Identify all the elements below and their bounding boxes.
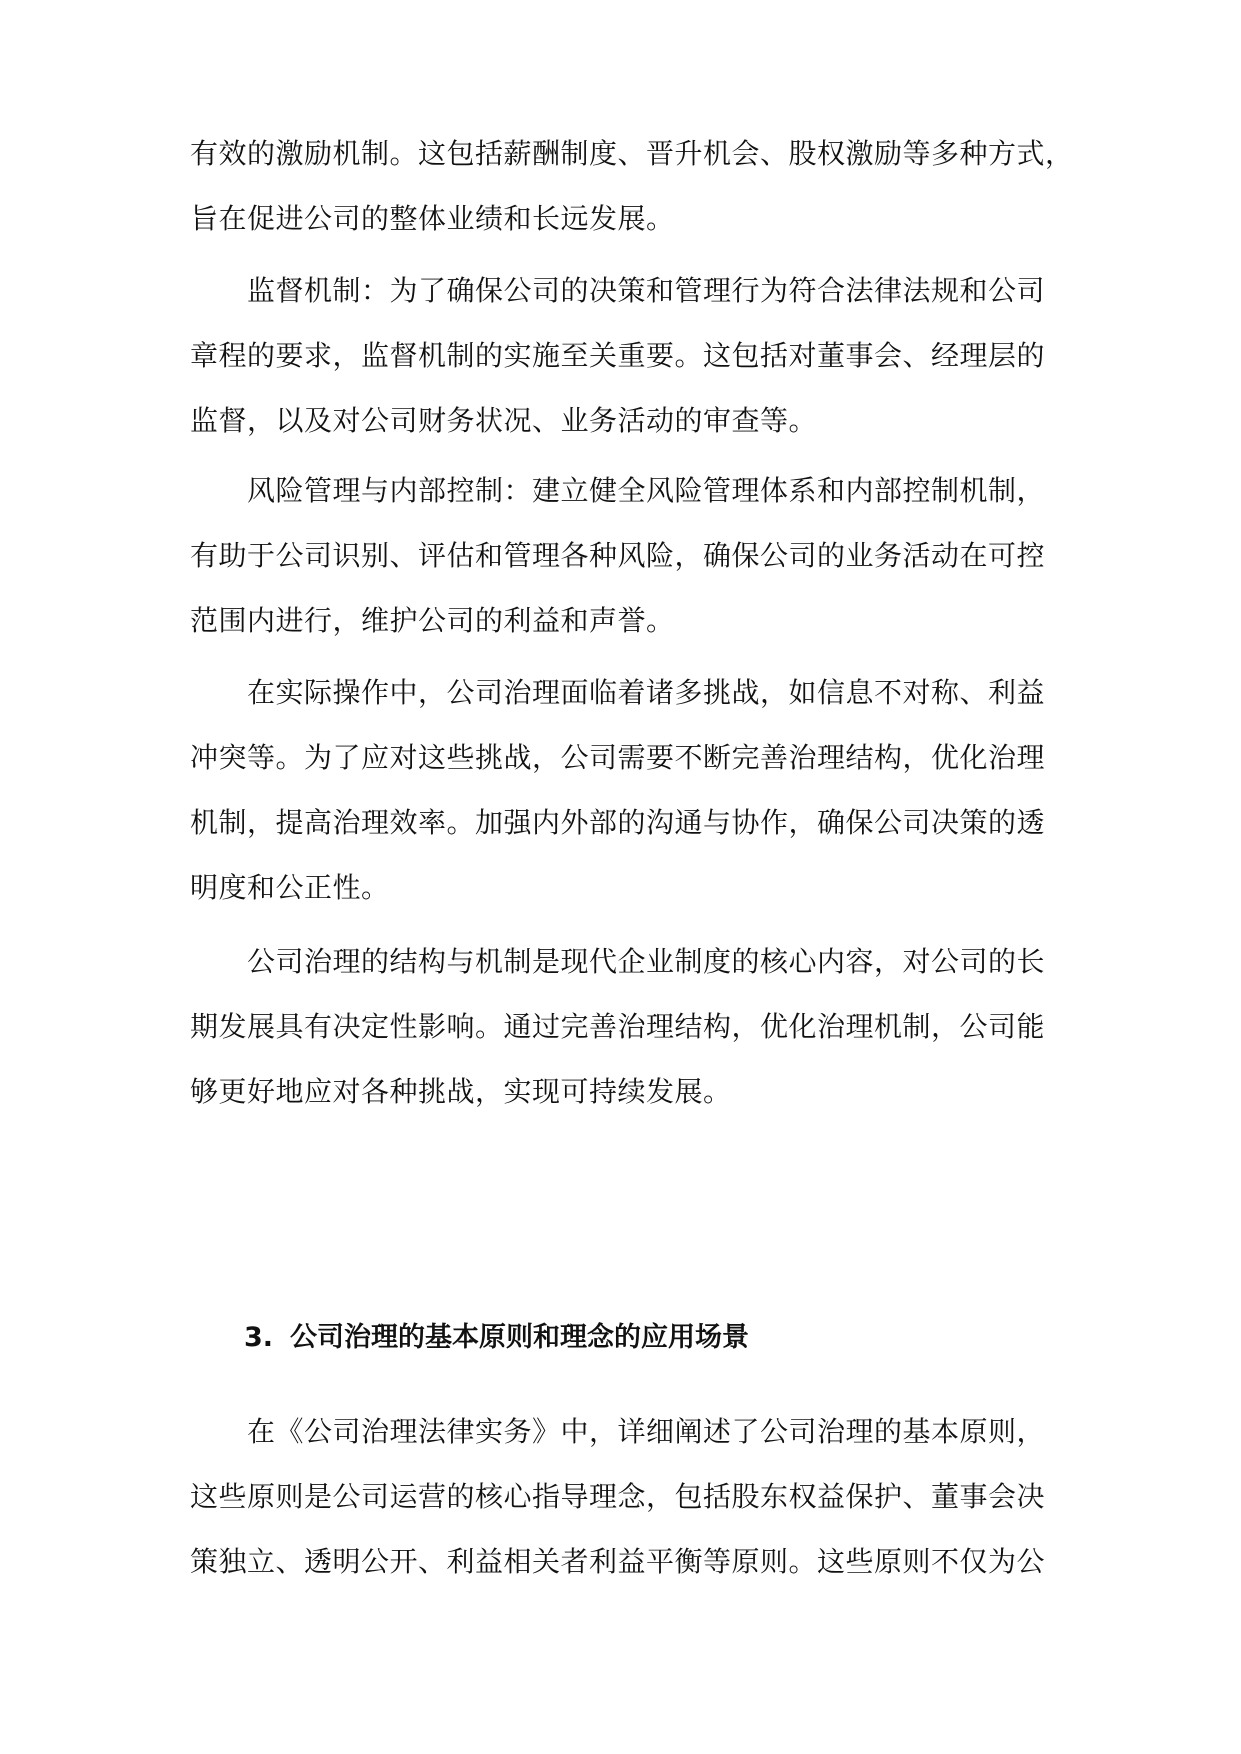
section-title: 公司治理的基本原则和理念的应用场景 (290, 1322, 749, 1353)
text-line: 有助于公司识别、评估和管理各种风险，确保公司的业务活动在可控 (190, 539, 1046, 572)
text-line: 监督，以及对公司财务状况、业务活动的审查等。 (190, 404, 818, 437)
text-line: 明度和公正性。 (190, 871, 390, 904)
paragraph-challenges (190, 660, 1056, 920)
text-line: 监督机制：为了确保公司的决策和管理行为符合法律法规和公司 (247, 274, 1046, 307)
text-line: 范围内进行，维护公司的利益和声誉。 (190, 604, 675, 637)
paragraph-supervision-mechanism (190, 258, 1056, 453)
text-line: 冲突等。为了应对这些挑战，公司需要不断完善治理结构，优化治理 (190, 741, 1046, 774)
paragraph-risk-management (190, 458, 1056, 653)
text-line: 章程的要求，监督机制的实施至关重要。这包括对董事会、经理层的 (190, 339, 1046, 372)
text-line: 在《公司治理法律实务》中，详细阐述了公司治理的基本原则， (247, 1415, 1046, 1448)
text-line: 策独立、透明公开、利益相关者利益平衡等原则。这些原则不仅为公 (190, 1545, 1046, 1578)
paragraph-incentive-continued (190, 121, 1074, 251)
paragraph-conclusion (190, 929, 1056, 1124)
text-line: 期发展具有决定性影响。通过完善治理结构，优化治理机制，公司能 (190, 1010, 1046, 1043)
section-heading (244, 1318, 749, 1358)
text-line: 公司治理的结构与机制是现代企业制度的核心内容，对公司的长 (247, 945, 1046, 978)
section-number: 3. (244, 1322, 274, 1353)
text-line: 在实际操作中，公司治理面临着诸多挑战，如信息不对称、利益 (247, 676, 1046, 709)
text-line: 够更好地应对各种挑战，实现可持续发展。 (190, 1075, 732, 1108)
text-line: 风险管理与内部控制：建立健全风险管理体系和内部控制机制， (247, 474, 1046, 507)
text-line: 机制，提高治理效率。加强内外部的沟通与协作，确保公司决策的透 (190, 806, 1046, 839)
text-line: 这些原则是公司运营的核心指导理念，包括股东权益保护、董事会决 (190, 1480, 1046, 1513)
paragraph-basic-principles (190, 1399, 1056, 1594)
text-line: 旨在促进公司的整体业绩和长远发展。 (190, 202, 675, 235)
text-line: 有效的激励机制。这包括薪酬制度、晋升机会、股权激励等多种方式， (190, 137, 1074, 170)
